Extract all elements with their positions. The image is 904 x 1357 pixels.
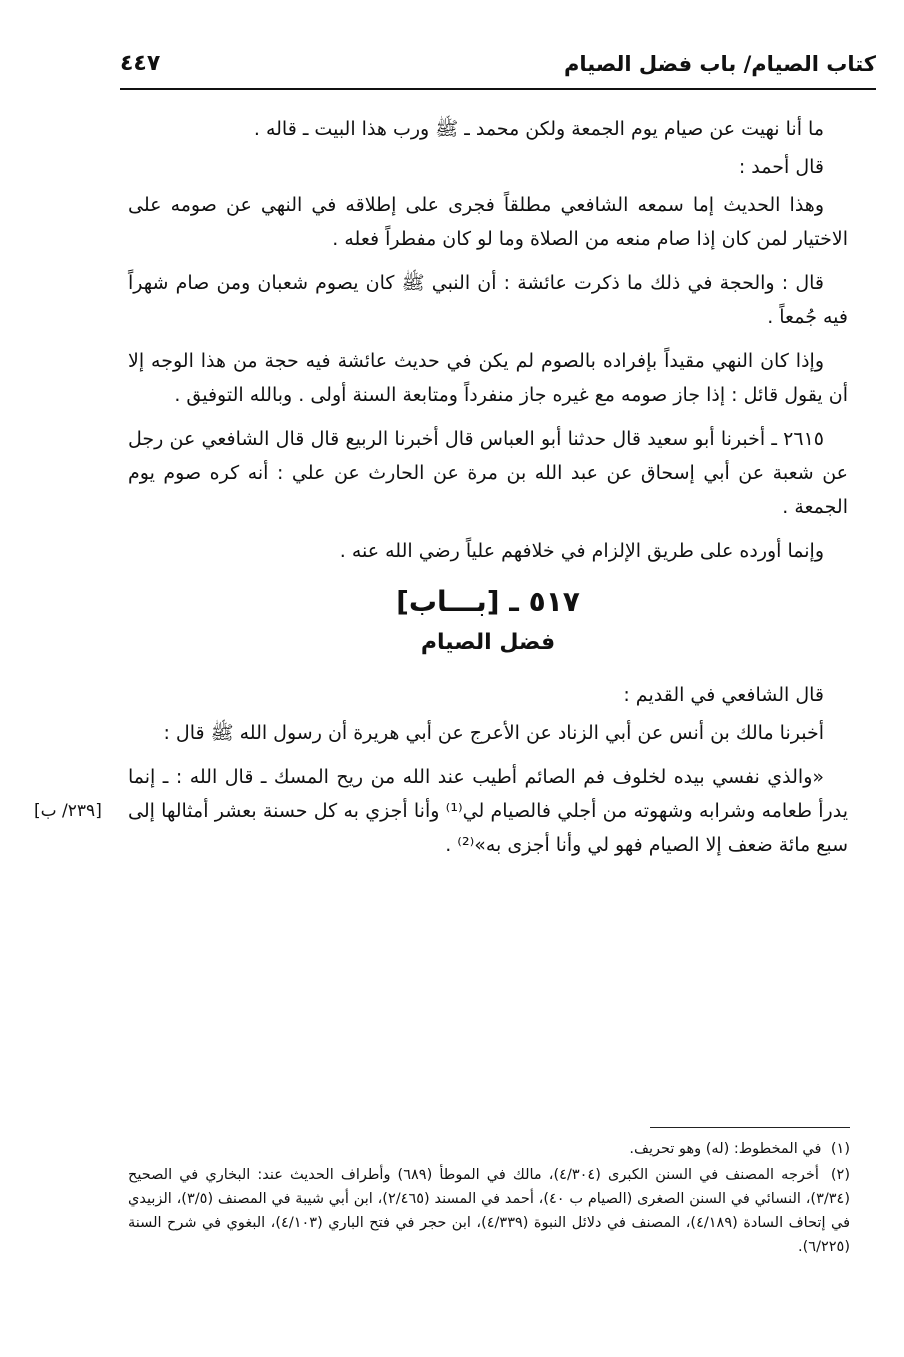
footnote (128, 1137, 850, 1161)
paragraph: وإذا كان النهي مقيداً بإفراده بالصوم لم يكن في حديث عائشة فيه حجة من هذا الوجه إلا أن يقول قائل : إذا جاز صومه مع غيره جاز منفرداً ومتابعة السنة أولى . وبالله التوفيق . (128, 350, 848, 406)
paragraph: قال : والحجة في ذلك ما ذكرت عائشة : أن النبي ﷺ كان يصوم شعبان ومن صام شهراً فيه جُمعاً . (128, 272, 848, 328)
paragraph: أخبرنا مالك بن أنس عن أبي الزناد عن الأعرج عن أبي هريرة أن رسول الله ﷺ قال : (163, 722, 824, 744)
paragraph: ما أنا نهيت عن صيام يوم الجمعة ولكن محمد ـ ﷺ ورب هذا البيت ـ قاله . (253, 118, 824, 140)
footnote-number: (١) (830, 1141, 850, 1157)
footnote (128, 1163, 850, 1259)
footnote-divider (650, 1127, 850, 1128)
chapter-subtitle: فضل الصيام (420, 630, 556, 655)
paragraph: قال الشافعي في القديم : (623, 684, 824, 706)
paragraph: وهذا الحديث إما سمعه الشافعي مطلقاً فجرى على إطلاقه في النهي عن صومه على الاختيار لمن كان إذا صام منعه من الصلاة وما لو كان مفطراً فعله . (128, 194, 848, 250)
page-header (120, 44, 876, 90)
paragraph: وإنما أورده على طريق الإلزام في خلافهم علياً رضي الله عنه . (339, 540, 824, 562)
footnote-number: (٢) (830, 1167, 851, 1183)
hadith-paragraph: ٢٦١٥ ـ أخبرنا أبو سعيد قال حدثنا أبو العباس قال أخبرنا الربيع قال قال الشافعي عن رجل عن شعبة عن أبي إسحاق عن عبد الله بن مرة عن الحارث عن علي : أنه كره صوم يوم الجمعة . (128, 428, 848, 518)
running-title: كتاب الصيام/ باب فضل الصيام (564, 52, 876, 76)
footnotes (128, 1137, 850, 1261)
page-number: ٤٤٧ (120, 51, 161, 76)
manuscript-folio-reference: [٢٣٩/ ب] (34, 801, 102, 821)
chapter-title: ٥١٧ ـ [بـــاب] (396, 585, 580, 618)
hadith-quote: «والذي نفسي بيده لخلوف فم الصائم أطيب عند الله من ريح المسك ـ قال الله : ـ إنما يدرأ طعامه وشرابه وشهوته من أجلي فالصيام لي⁽¹⁾ وأنا أجزي به كل حسنة بعشر أمثالها إلى سبع مائة ضعف إلا الصيام فهو لي وأنا أجزى به»⁽²⁾ . (128, 766, 848, 856)
main-text (128, 112, 848, 872)
footnote-text: في المخطوط: (له) وهو تحريف. (629, 1141, 822, 1157)
paragraph: قال أحمد : (738, 156, 824, 178)
footnote-text: أخرجه المصنف في السنن الكبرى (٤/٣٠٤)، مالك في الموطأ (٦٨٩) وأطراف الحديث عند: البخاري في الصحيح (٣/٣٤)، النسائي في السنن الصغرى (الصيام ب ٤٠)، أحمد في المسند (٢/٤٦٥)، ابن أبي شيبة في المصنف (٣/٥)، الزبيدي في إتحاف السادة (٤/١٨٩)، المصنف في دلائل النبوة (٤/٣٣٩)، ابن حجر في فتح الباري (٤/١٠٣)، البغوي في شرح السنة (٦/٢٢٥). (128, 1167, 851, 1255)
